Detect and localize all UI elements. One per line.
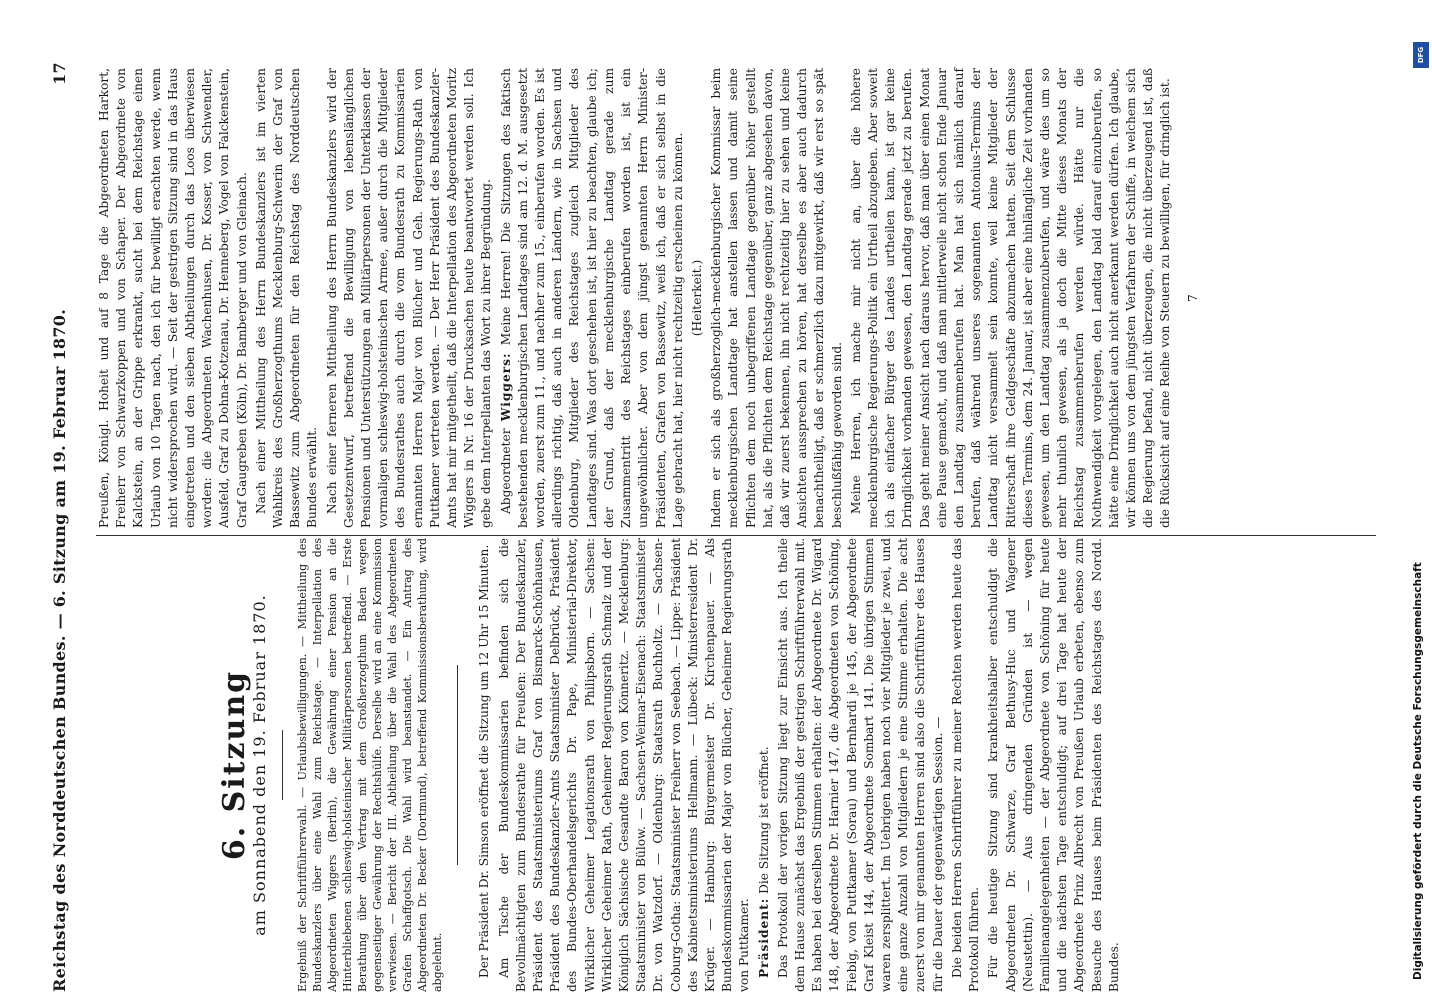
president-opening <box>756 538 773 992</box>
left-column <box>96 538 1346 992</box>
wiggers-speech-continued: Indem er sich als großherzoglich-mecklenburgischer Kommissar beim mecklenburgischen Landtage hat anstellen lassen und damit seine Pflichten dem noch unbegriffenen Landtage gegenüber höher gestellt hat, als die Pflichten dem Reichstage gegenüber, ganz abgesehen davon, daß wir zuerst bekennen, ihn nicht rechtzeitig hier zu sehen und keine Ansichten aussprechen zu hören, hat derselbe es aber auch dadurch benachtheiligt, daß er schmerzlich dazu mitgewirkt, daß wir erst so spät beschlußfähig geworden sind. <box>709 68 844 528</box>
agenda-rule <box>457 665 458 865</box>
election-notice: Nach einer Mittheilung des Herrn Bundeskanzlers ist im vierten Wahlkreis des Großherzogthums Mecklenburg-Schwerin der Graf von Bassewitz zum Abgeordneten für den Reichstag des Norddeutschen Bundes erwählt. <box>253 68 320 528</box>
wiggers-speech-text: Meine Herren! Die Sitzungen des faktisch bestehenden mecklenburgischen Landtages sind am 12. d. M. ausgesetzt worden, zuerst zum 11., und nachher zum 15., einberufen worden. Es ist allerdings richtig, daß auch in anderen Ländern, wie in Sachsen und Oldenburg, Mitglieder des Reichstages zugleich Mitglieder des Landtages sind. Was dort geschehen ist, ist hier zu beachten, glaube ich; der Grund, daß der mecklenburgische Landtag gerade zum Zusammentritt des Reichstages einberufen worden ist, ist ein ungewöhnlicher. Aber von dem jüngst genannten Herrn Minister-Präsidenten, Grafen von Bassewitz, weiß ich, daß er sich selbst in die Lage gebracht hat, hier nicht rechtzeitig erscheinen zu können. <box>498 67 685 528</box>
opening-paragraph: Der Präsident Dr. Simson eröffnet die Sitzung um 12 Uhr 15 Minuten. <box>477 544 492 978</box>
running-title: Reichstag des Norddeutschen Bundes. — 6. Sitzung am 19. Februar 1870. <box>50 308 69 992</box>
session-agenda: Ergebniß der Schriftführerwahl. — Urlaubsbewilligungen. — Mittheilung des Bundeskanzlers über eine Wahl zum Reichstage. — Interpellation des Abgeordneten Wiggers (Berlin), die Gewährung einer Pension an die Hinterbliebenen schleswig-holsteinischer Militärpersonen betreffend. — Erste Berathung über den Vertrag mit dem Großherzogthum Baden wegen gegenseitiger Gewährung der Rechtshülfe. Derselbe wird an eine Kommission verwiesen. — Bericht der III. Abtheilung über die Wahl des Abgeordneten Grafen Schaffgotsch. Die Wahl wird beanstandet. — Ein Antrag des Abgeordneten Dr. Becker (Dortmund), betreffend Kommissionsberathung, wird abgelehnt. <box>296 538 445 992</box>
signature-mark: 7 <box>1185 294 1200 302</box>
session-title: 6. Sitzung <box>217 669 252 861</box>
speaker-wiggers: Wiggers: <box>498 352 513 422</box>
right-column <box>96 68 1406 528</box>
laughter-note: (Heiterkeit.) <box>689 259 704 337</box>
title-rule <box>282 730 283 800</box>
protocol-paragraph: Die beiden Herren Schriftführer zu meiner Rechten werden heute das Protokoll führen. <box>949 538 982 992</box>
speaker-president: Präsident: <box>756 897 771 978</box>
election-result-paragraph: Das Protokoll der vorigen Sitzung liegt zur Einsicht aus. Ich theile dem Hause zunächst das Ergebniß der gestrigen Schriftführerwahl mit. Es haben bei derselben Stimmen erhalten: der Abgeordnete Dr. Wigard 148, der Abgeordnete Dr. Harnier 147, die Abgeordneten von Schöning, Fiebig, von Puttkamer (Sorau) und Bernhardi je 145, der Abgeordnete Graf Kleist 144, der Abgeordnete Sombart 141. Die übrigen Stimmen waren zersplittert. Im Uebrigen haben noch vier Mitglieder je zwei, und eine ganze Anzahl von Mitgliedern je eine Stimme erhalten. Die acht zuerst von mir genannten Herren sind also die Schriftführer des Hauses für die Dauer der gegenwärtigen Session. — <box>775 538 945 992</box>
dfg-logo-icon <box>1413 42 1429 68</box>
leave-continuation: Preußen, Königl. Hoheit und auf 8 Tage die Abgeordneten Harkort, Freiherr von Schwarzkoppen und von Schaper. Der Abgeordnete von Kalckstein, an der Grippe erkrankt, sucht bei dem Reichstage einen Urlaub von 10 Tagen nach, den ich für bewilligt erachten werde, wenn nicht widersprochen wird. — Seit der gestrigen Sitzung sind in das Haus eingetreten und den sieben Abtheilungen durch das Loos überwiesen worden: die Abgeordneten Wachenhusen, Dr. Kosser, von Schwendler, Ausfeld, Graf zu Dohna-Kotzenau, Dr. Henneberg, Vogel von Falckenstein, Graf Gaugreben (Köln), Dr. Bamberger und von Gleinach. <box>97 68 249 528</box>
speaker-prefix: Abgeordneter <box>498 428 513 514</box>
column-divider <box>96 535 1376 536</box>
pension-bill-notice: Nach einer ferneren Mittheilung des Herrn Bundeskanzlers wird der Gesetzentwurf, betreffend die Bewilligung von lebenslänglichen Pensionen und Unterstützungen an Militärpersonen der Unterklassen der vormaligen schleswig-holsteinischen Armee, außer durch die Mitglieder des Bundesrathes auch durch die vom Bundesrath zu Kommissarien ernannten Herren Major von Blücher und Geh. Regierungs-Rath von Puttkamer vertreten werden. — Der Herr Präsident des Bundeskanzler-Amts hat mir mitgetheilt, daß die Interpellation des Abgeordneten Moritz Wiggers in Nr. 16 der Drucksachen heute beantwortet werden soll. Ich gebe dem Interpellanten das Wort zu ihrer Begründung. <box>324 68 494 528</box>
session-date: am Sonnabend den 19. Februar 1870. <box>250 594 270 936</box>
president-opening-text: Die Sitzung ist eröffnet. <box>756 746 771 894</box>
leave-paragraph: Für die heutige Sitzung sind krankheitshalber entschuldigt die Abgeordneten Dr. Schwarze, Graf Bethusy-Huc und Wagener (Neustettin). — Aus dringenden Gründen ist — wegen Familienangelegenheiten — der Abgeordnete von Schöning für heute und die nächsten Tage entschuldigt; auf drei Tage hat heute der Abgeordnete Prinz Albrecht von Preußen Urlaub erbeten, ebenso zum Besuche des Hauses beim Präsidenten des Reichstages des Nordd. Bundes. <box>986 538 1121 992</box>
dfg-logo-label: DFG <box>1417 46 1425 64</box>
wiggers-speech <box>498 68 687 528</box>
commissioners-paragraph: Am Tische der Bundeskommissarien befinden sich die Bevollmächtigten zum Bundesrathe für Preußen: Der Bundeskanzler, Präsident des Staatsministeriums Graf von Bismarck-Schönhausen, Präsident des Bundeskanzler-Amts Staatsminister Delbrück, Präsident des Bundes-Oberhandelsgerichts Dr. Pape, Ministerial-Direktor, Wirklicher Geheimer Legationsrath von Philipsborn. — Sachsen: Wirklicher Geheimer Rath, Geheimer Regierungsrath Schmalz und der Königlich Sächsische Gesandte Baron von Könneritz. — Mecklenburg: Staatsminister von Bülow. — Sachsen-Weimar-Eisenach: Staatsminister Dr. von Watzdorf. — Oldenburg: Staatsrath Buchholtz. — Sachsen-Coburg-Gotha: Staatsminister Freiherr von Seebach. — Lippe: Präsident des Kabinetsministeriums Hellmann. — Lübeck: Ministerresident Dr. Krüger. — Hamburg: Bürgermeister Dr. Kirchenpauer. — Als Bundeskommissarien der Major von Blücher, Geheimer Regierungsrath von Puttkamer. <box>496 538 752 992</box>
page-number: 17 <box>50 62 69 85</box>
digitization-credit: Digitalisierung gefördert durch die Deutsche Forschungsgemeinschaft <box>1412 562 1424 980</box>
page-header <box>40 62 80 992</box>
wiggers-speech-final: Meine Herren, ich mache mir nicht an, über die höhere mecklenburgische Regierungs-Politik ein Urtheil abzugeben. Aber soweit ich als einfacher Bürger des Landes urtheilen kann, ist gar keine Dringlichkeit vorhanden gewesen, den Landtag gerade jetzt zu berufen. Das geht meiner Ansicht nach daraus hervor, daß man über einen Monat eine Pause gemacht, und daß man mittlerweile nicht schon Ende Januar den Landtag zusammenberufen hat. Man hat sich nämlich darauf berufen, daß während unseres sogenannten Antonius-Termins der Landtag nicht versammelt sein konnte, weil keine Mitglieder der Ritterschaft ihre Geldgeschäfte abzumachen hatten. Seit dem Schlusse dieses Termins, dem 24. Januar, ist aber eine hinlängliche Zeit vorhanden gewesen, um den Landtag zusammenzuberufen, und wäre dies um so mehr thunlich gewesen, als ja doch die Mitte dieses Monats der Reichstag zusammenberufen werden würde. Hätte nur die Nothwendigkeit vorgelegen, den Landtag bald darauf einzuberufen, so hätte eine Dringlichkeit auch nicht anerkannt werden dürfen. Ich glaube, wir können uns von dem jüngsten Verfahren der Schiffe, in welchem sich die Regierung befand, nicht überzeugen, die nicht überzeugend ist, daß die Rücksicht auf eine Reihe von Steuern zu bewilligen, für dringlich ist. <box>848 68 1173 528</box>
